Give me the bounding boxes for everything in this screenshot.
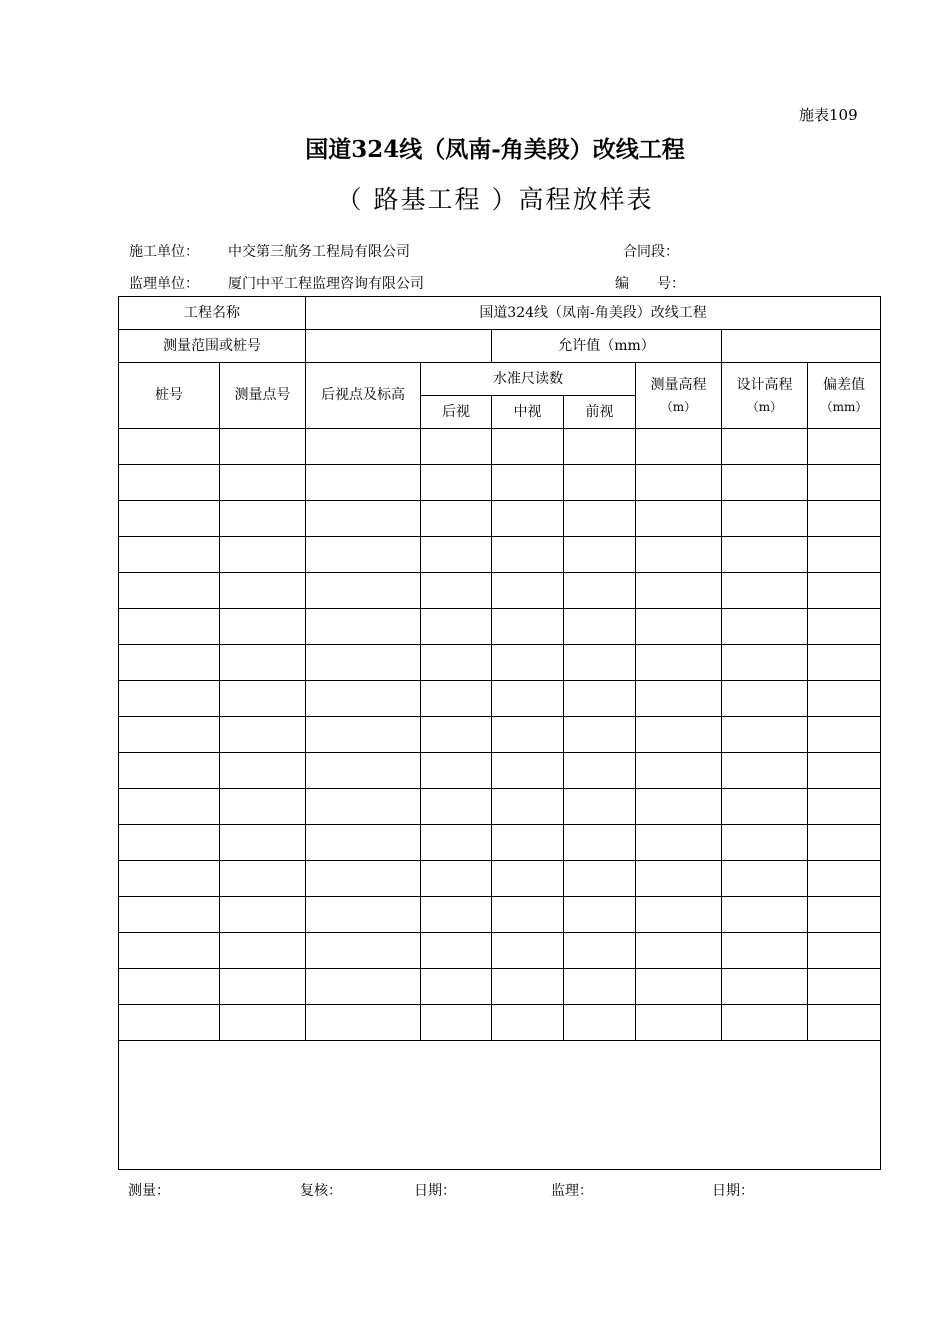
table-cell[interactable]: [636, 465, 722, 501]
table-row: [119, 429, 881, 465]
table-cell[interactable]: [306, 429, 421, 465]
table-cell[interactable]: [220, 573, 306, 609]
table-cell[interactable]: [119, 861, 220, 897]
table-cell[interactable]: [306, 645, 421, 681]
table-cell[interactable]: [421, 861, 492, 897]
table-cell[interactable]: [421, 645, 492, 681]
table-cell[interactable]: [492, 717, 564, 753]
table-cell[interactable]: [220, 825, 306, 861]
table-cell[interactable]: [492, 573, 564, 609]
table-cell[interactable]: [119, 465, 220, 501]
table-cell[interactable]: [119, 897, 220, 933]
design-elevation-unit: （m）: [746, 399, 783, 414]
tolerance-value[interactable]: [722, 330, 881, 363]
table-cell[interactable]: [220, 969, 306, 1005]
elevation-layout-table: [118, 296, 881, 1170]
deviation-unit: （mm）: [820, 399, 868, 414]
table-cell[interactable]: [636, 1005, 722, 1041]
measured-elevation-header: [636, 363, 722, 429]
table-cell[interactable]: [119, 789, 220, 825]
table-cell[interactable]: [421, 573, 492, 609]
table-cell[interactable]: [564, 969, 636, 1005]
table-cell[interactable]: [808, 645, 881, 681]
table-cell[interactable]: [306, 609, 421, 645]
checker-label: 复核：: [300, 1183, 342, 1199]
table-cell[interactable]: [636, 753, 722, 789]
table-cell[interactable]: [220, 933, 306, 969]
table-cell[interactable]: [492, 465, 564, 501]
supervisor-label: 监理：: [551, 1183, 593, 1199]
table-row: [119, 897, 881, 933]
table-cell[interactable]: [492, 897, 564, 933]
table-cell[interactable]: [220, 465, 306, 501]
date-label-2: 日期：: [712, 1183, 754, 1199]
table-cell[interactable]: [808, 429, 881, 465]
table-cell[interactable]: [636, 825, 722, 861]
table-cell[interactable]: [119, 609, 220, 645]
table-cell[interactable]: [564, 753, 636, 789]
table-cell[interactable]: [722, 645, 808, 681]
table-cell[interactable]: [808, 681, 881, 717]
table-cell[interactable]: [808, 537, 881, 573]
supervision-unit-label: 监理单位：: [129, 276, 199, 292]
table-cell[interactable]: [636, 897, 722, 933]
table-cell[interactable]: [722, 537, 808, 573]
table-cell[interactable]: [306, 933, 421, 969]
table-cell[interactable]: [421, 789, 492, 825]
table-cell[interactable]: [119, 825, 220, 861]
table-cell[interactable]: [492, 681, 564, 717]
table-cell[interactable]: [306, 501, 421, 537]
header-row-1: [119, 363, 881, 396]
table-cell[interactable]: [808, 933, 881, 969]
table-cell[interactable]: [808, 609, 881, 645]
table-cell[interactable]: [492, 501, 564, 537]
table-cell[interactable]: [808, 969, 881, 1005]
table-cell[interactable]: [636, 861, 722, 897]
table-cell[interactable]: [564, 861, 636, 897]
table-cell[interactable]: [421, 717, 492, 753]
table-cell[interactable]: [492, 645, 564, 681]
table-cell[interactable]: [306, 753, 421, 789]
table-cell[interactable]: [722, 501, 808, 537]
table-cell[interactable]: [564, 465, 636, 501]
project-name-row: [119, 297, 881, 330]
table-cell[interactable]: [564, 573, 636, 609]
table-cell[interactable]: [722, 429, 808, 465]
table-cell[interactable]: [808, 753, 881, 789]
tolerance-label: 允许值（mm）: [492, 330, 722, 363]
table-cell[interactable]: [808, 825, 881, 861]
table-cell[interactable]: [564, 825, 636, 861]
table-cell[interactable]: [564, 717, 636, 753]
table-cell[interactable]: [722, 933, 808, 969]
table-cell[interactable]: [421, 429, 492, 465]
survey-range-value[interactable]: [306, 330, 492, 363]
table-cell[interactable]: [306, 1005, 421, 1041]
table-row: [119, 717, 881, 753]
table-cell[interactable]: [492, 1005, 564, 1041]
table-cell[interactable]: [722, 717, 808, 753]
survey-range-row: [119, 330, 881, 363]
table-cell[interactable]: [306, 789, 421, 825]
table-cell[interactable]: [119, 681, 220, 717]
table-cell[interactable]: [722, 573, 808, 609]
table-cell[interactable]: [220, 1005, 306, 1041]
table-cell[interactable]: [492, 969, 564, 1005]
table-row: [119, 861, 881, 897]
table-cell[interactable]: [808, 789, 881, 825]
table-cell[interactable]: [564, 537, 636, 573]
table-cell[interactable]: [306, 825, 421, 861]
number-label: 编 号：: [615, 276, 685, 292]
table-cell[interactable]: [421, 933, 492, 969]
table-cell[interactable]: [421, 465, 492, 501]
table-cell[interactable]: [421, 1005, 492, 1041]
table-cell[interactable]: [306, 969, 421, 1005]
table-cell[interactable]: [220, 753, 306, 789]
remarks-row: [119, 1041, 881, 1170]
table-cell[interactable]: [636, 969, 722, 1005]
table-cell[interactable]: [492, 753, 564, 789]
backsight-header: 后视: [421, 396, 492, 429]
table-cell[interactable]: [636, 501, 722, 537]
table-cell[interactable]: [119, 537, 220, 573]
form-number: 施表109: [799, 106, 858, 124]
table-cell[interactable]: [220, 861, 306, 897]
table-cell[interactable]: [119, 1005, 220, 1041]
table-cell[interactable]: [564, 681, 636, 717]
surveyor-label: 测量：: [128, 1183, 170, 1199]
table-cell[interactable]: [306, 537, 421, 573]
table-cell[interactable]: [636, 789, 722, 825]
table-row: [119, 465, 881, 501]
table-cell[interactable]: [564, 789, 636, 825]
table-cell[interactable]: [421, 537, 492, 573]
table-row: [119, 753, 881, 789]
table-cell[interactable]: [421, 501, 492, 537]
table-cell[interactable]: [492, 609, 564, 645]
table-cell[interactable]: [722, 465, 808, 501]
table-cell[interactable]: [119, 573, 220, 609]
table-cell[interactable]: [564, 897, 636, 933]
table-row: [119, 789, 881, 825]
table-row: [119, 1005, 881, 1041]
table-row: [119, 969, 881, 1005]
table-cell[interactable]: [636, 645, 722, 681]
deviation-label: 偏差值: [823, 376, 866, 393]
table-cell[interactable]: [564, 609, 636, 645]
table-row: [119, 609, 881, 645]
table-cell[interactable]: [220, 429, 306, 465]
table-cell[interactable]: [564, 1005, 636, 1041]
table-cell[interactable]: [564, 429, 636, 465]
table-cell[interactable]: [220, 717, 306, 753]
level-reading-header: 水准尺读数: [421, 363, 636, 396]
table-cell[interactable]: [808, 717, 881, 753]
table-cell[interactable]: [636, 609, 722, 645]
table-cell[interactable]: [564, 501, 636, 537]
station-header: 桩号: [119, 363, 220, 429]
table-cell[interactable]: [421, 969, 492, 1005]
table-cell[interactable]: [722, 609, 808, 645]
project-name-label: 工程名称: [119, 297, 306, 330]
table-cell[interactable]: [722, 825, 808, 861]
table-cell[interactable]: [421, 753, 492, 789]
design-elevation-label: 设计高程: [736, 376, 793, 393]
table-cell[interactable]: [421, 825, 492, 861]
table-cell[interactable]: [306, 897, 421, 933]
construction-unit-label: 施工单位：: [129, 244, 199, 260]
table-cell[interactable]: [808, 573, 881, 609]
backsight-elevation-header: 后视点及标高: [306, 363, 421, 429]
measured-elevation-unit: （m）: [660, 399, 697, 414]
document-subtitle: （ 路基工程 ）高程放样表: [336, 185, 654, 214]
survey-range-label: 测量范围或桩号: [119, 330, 306, 363]
table-cell[interactable]: [306, 573, 421, 609]
table-cell[interactable]: [119, 717, 220, 753]
construction-unit-value: 中交第三航务工程局有限公司: [228, 244, 410, 260]
remarks-area[interactable]: [119, 1041, 881, 1170]
table-cell[interactable]: [564, 933, 636, 969]
table-cell[interactable]: [220, 501, 306, 537]
table-cell[interactable]: [492, 933, 564, 969]
table-cell[interactable]: [808, 1005, 881, 1041]
table-cell[interactable]: [636, 717, 722, 753]
table-cell[interactable]: [808, 465, 881, 501]
table-cell[interactable]: [808, 501, 881, 537]
table-cell[interactable]: [636, 537, 722, 573]
table-cell[interactable]: [722, 753, 808, 789]
table-cell[interactable]: [220, 609, 306, 645]
table-cell[interactable]: [306, 717, 421, 753]
table-cell[interactable]: [492, 537, 564, 573]
table-cell[interactable]: [119, 969, 220, 1005]
measured-elevation-label: 测量高程: [650, 376, 707, 393]
survey-point-header: 测量点号: [220, 363, 306, 429]
table-cell[interactable]: [119, 753, 220, 789]
table-cell[interactable]: [808, 861, 881, 897]
table-cell[interactable]: [722, 681, 808, 717]
table-row: [119, 645, 881, 681]
table-cell[interactable]: [492, 789, 564, 825]
table-cell[interactable]: [722, 1005, 808, 1041]
supervision-unit-value: 厦门中平工程监理咨询有限公司: [228, 276, 424, 292]
table-cell[interactable]: [636, 429, 722, 465]
table-row: [119, 537, 881, 573]
project-name-value: 国道324线（凤南-角美段）改线工程: [306, 297, 881, 330]
table-cell[interactable]: [119, 645, 220, 681]
table-cell[interactable]: [492, 861, 564, 897]
table-cell[interactable]: [220, 537, 306, 573]
table-cell[interactable]: [220, 681, 306, 717]
foresight-header: 前视: [564, 396, 636, 429]
table-cell[interactable]: [722, 789, 808, 825]
table-cell[interactable]: [220, 897, 306, 933]
contract-section-label: 合同段：: [623, 244, 679, 260]
table-cell[interactable]: [306, 861, 421, 897]
table-cell[interactable]: [421, 609, 492, 645]
table-cell[interactable]: [722, 969, 808, 1005]
table-row: [119, 501, 881, 537]
table-cell[interactable]: [421, 681, 492, 717]
table-cell[interactable]: [808, 897, 881, 933]
table-cell[interactable]: [722, 897, 808, 933]
table-cell[interactable]: [636, 681, 722, 717]
table-row: [119, 681, 881, 717]
table-cell[interactable]: [722, 861, 808, 897]
table-cell[interactable]: [636, 573, 722, 609]
table-row: [119, 825, 881, 861]
table-cell[interactable]: [492, 429, 564, 465]
document-title: 国道324线（凤南-角美段）改线工程: [305, 136, 685, 163]
table-cell[interactable]: [119, 933, 220, 969]
table-cell[interactable]: [306, 465, 421, 501]
date-label-1: 日期：: [414, 1183, 456, 1199]
table-cell[interactable]: [492, 825, 564, 861]
table-row: [119, 933, 881, 969]
table-cell[interactable]: [220, 789, 306, 825]
table-cell[interactable]: [564, 645, 636, 681]
table-cell[interactable]: [306, 681, 421, 717]
table-cell[interactable]: [421, 897, 492, 933]
design-elevation-header: [722, 363, 808, 429]
table-cell[interactable]: [119, 501, 220, 537]
table-cell[interactable]: [220, 645, 306, 681]
table-row: [119, 573, 881, 609]
intermediate-header: 中视: [492, 396, 564, 429]
table-cell[interactable]: [636, 933, 722, 969]
table-cell[interactable]: [119, 429, 220, 465]
deviation-header: [808, 363, 881, 429]
